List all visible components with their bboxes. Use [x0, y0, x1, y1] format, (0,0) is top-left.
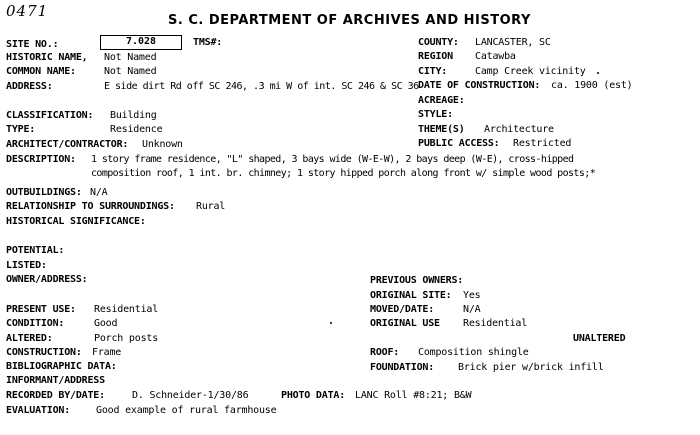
- date-of-construction-value: ca. 1900 (est): [551, 80, 633, 91]
- roof-value: Composition shingle: [418, 347, 529, 358]
- page-title: S. C. DEPARTMENT OF ARCHIVES AND HISTORY: [168, 13, 531, 28]
- description-label: DESCRIPTION:: [6, 154, 76, 165]
- foundation-label: FOUNDATION:: [370, 362, 435, 373]
- present-use-label: PRESENT USE:: [6, 304, 76, 315]
- present-use-value: Residential: [94, 304, 159, 315]
- foundation-value: Brick pier w/brick infill: [458, 362, 604, 373]
- site-no-label: SITE NO.:: [6, 39, 59, 50]
- description-line-1: 1 story frame residence, "L" shaped, 3 bays wide (W-E-W), 2 bays deep (W-E), cross-hipped: [91, 154, 574, 165]
- county-value: LANCASTER, SC: [475, 37, 551, 48]
- speck-mark: [597, 72, 599, 74]
- informant-label: INFORMANT/ADDRESS: [6, 375, 105, 386]
- description-line-2: composition roof, 1 int. br. chimney; 1 story hipped porch along front w/ simple wood posts;*: [91, 168, 596, 179]
- style-label: STYLE:: [418, 109, 453, 120]
- region-label: REGION: [418, 51, 453, 62]
- county-label: COUNTY:: [418, 37, 459, 48]
- architect-label: ARCHITECT/CONTRACTOR:: [6, 139, 129, 150]
- historical-significance-label: HISTORICAL SIGNIFICANCE:: [6, 216, 146, 227]
- common-name-value: Not Named: [104, 66, 157, 77]
- outbuildings-value: N/A: [90, 187, 108, 198]
- recorded-label: RECORDED BY/DATE:: [6, 390, 105, 401]
- listed-label: LISTED:: [6, 260, 47, 271]
- public-access-value: Restricted: [513, 138, 572, 149]
- photo-data-label: PHOTO DATA:: [281, 390, 346, 401]
- construction-label: CONSTRUCTION:: [6, 347, 82, 358]
- address-label: ADDRESS:: [6, 81, 53, 92]
- original-use-label: ORIGINAL USE: [370, 318, 440, 329]
- recorded-value: D. Schneider-1/30/86: [132, 390, 249, 401]
- site-no-box: 7.028: [100, 35, 182, 50]
- type-value: Residence: [110, 124, 163, 135]
- relationship-label: RELATIONSHIP TO SURROUNDINGS:: [6, 201, 175, 212]
- potential-label: POTENTIAL:: [6, 245, 65, 256]
- condition-value: Good: [94, 318, 118, 329]
- historic-name-value: Not Named: [104, 52, 157, 63]
- unaltered-label: UNALTERED: [573, 333, 626, 344]
- acreage-label: ACREAGE:: [418, 95, 465, 106]
- speck-mark: [330, 322, 332, 324]
- altered-value: Porch posts: [94, 333, 159, 344]
- theme-value: Architecture: [484, 124, 554, 135]
- original-use-value: Residential: [463, 318, 528, 329]
- outbuildings-label: OUTBUILDINGS:: [6, 187, 82, 198]
- relationship-value: Rural: [196, 201, 226, 212]
- common-name-label: COMMON NAME:: [6, 66, 76, 77]
- document-number: 0471: [6, 2, 49, 20]
- original-site-value: Yes: [463, 290, 481, 301]
- theme-label: THEME(S): [418, 124, 465, 135]
- photo-data-value: LANC Roll #8:21; B&W: [355, 390, 472, 401]
- moved-value: N/A: [463, 304, 481, 315]
- previous-owners-label: PREVIOUS OWNERS:: [370, 275, 464, 286]
- classification-label: CLASSIFICATION:: [6, 110, 94, 121]
- moved-label: MOVED/DATE:: [370, 304, 435, 315]
- roof-label: ROOF:: [370, 347, 400, 358]
- type-label: TYPE:: [6, 124, 36, 135]
- evaluation-value: Good example of rural farmhouse: [96, 405, 277, 416]
- public-access-label: PUBLIC ACCESS:: [418, 138, 500, 149]
- bibliographic-label: BIBLIOGRAPHIC DATA:: [6, 361, 117, 372]
- architect-value: Unknown: [142, 139, 183, 150]
- evaluation-label: EVALUATION:: [6, 405, 71, 416]
- original-site-label: ORIGINAL SITE:: [370, 290, 452, 301]
- tms-label: TMS#:: [193, 37, 223, 48]
- region-value: Catawba: [475, 51, 516, 62]
- city-label: CITY:: [418, 66, 448, 77]
- owner-label: OWNER/ADDRESS:: [6, 274, 88, 285]
- classification-value: Building: [110, 110, 157, 121]
- address-value: E side dirt Rd off SC 246, .3 mi W of int. SC 246 & SC 36: [104, 81, 419, 92]
- altered-label: ALTERED:: [6, 333, 53, 344]
- construction-value: Frame: [92, 347, 122, 358]
- historic-name-label: HISTORIC NAME,: [6, 52, 88, 63]
- city-value: Camp Creek vicinity: [475, 66, 586, 77]
- date-of-construction-label: DATE OF CONSTRUCTION:: [418, 80, 541, 91]
- condition-label: CONDITION:: [6, 318, 65, 329]
